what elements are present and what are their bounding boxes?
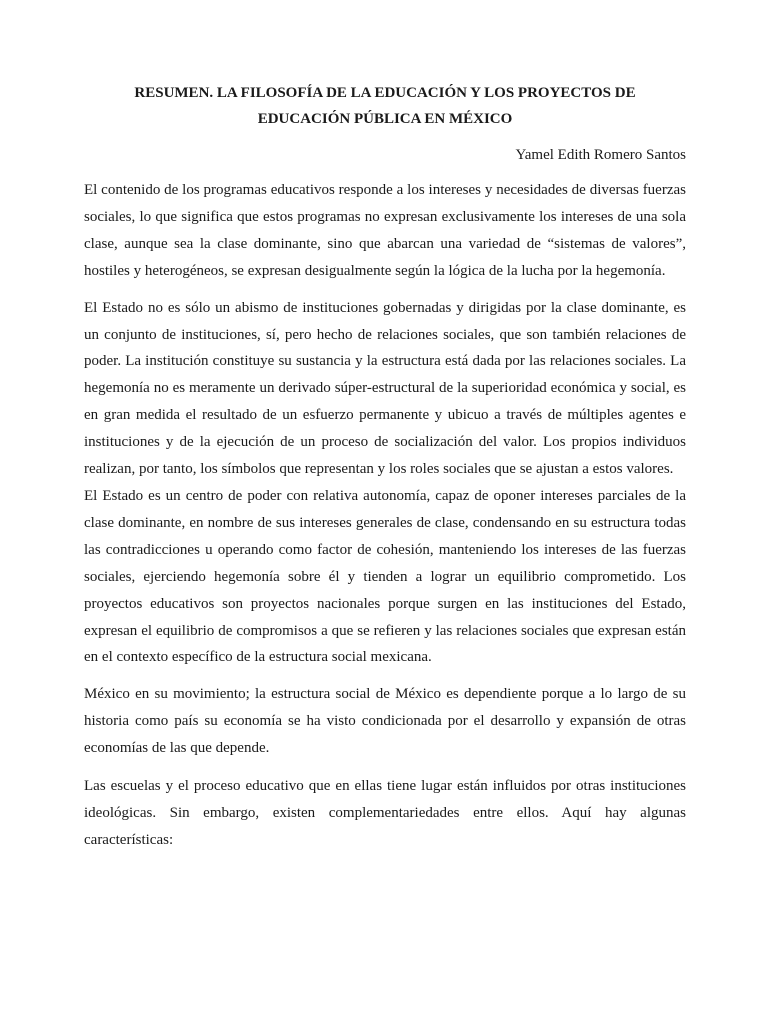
document-page: [84, 78, 686, 854]
paragraph-2: El Estado no es sólo un abismo de instituciones gobernadas y dirigidas por la clase dominante, es un conjunto de instituciones, sí, pero hecho de relaciones sociales, que son también relaciones de poder. La institución constituye su sustancia y la estructura está dada por las relaciones sociales. La hegemonía no es meramente un derivado súper-estructural de la superioridad económica y social, es en gran medida el resultado de un esfuerzo permanente y ubicuo a través de múltiples agentes e instituciones y de la ejecución de un proceso de socialización del valor. Los propios individuos realizan, por tanto, los símbolos que representan y los roles sociales que se ajustan a estos valores.: [84, 299, 686, 478]
title-line-2: EDUCACIÓN PÚBLICA EN MÉXICO: [257, 111, 513, 127]
paragraph-1: El contenido de los programas educativos responde a los intereses y necesidades de diversas fuerzas sociales, lo que significa que estos programas no expresan exclusivamente los intereses de una sola clase, aunque sea la clase dominante, sino que abarcan una variedad de “sistemas de valores”, hostiles y heterogéneos, se expresan desigualmente según la lógica de la lucha por la hegemonía.: [84, 182, 686, 279]
title-line-1: RESUMEN. LA FILOSOFÍA DE LA EDUCACIÓN Y LOS PROYECTOS DE: [134, 85, 636, 101]
paragraph-3: El Estado es un centro de poder con relativa autonomía, capaz de oponer intereses parciales de la clase dominante, en nombre de sus intereses generales de clase, condensando en su estructura todas las contradicciones u operando como factor de cohesión, manteniendo los intereses de las fuerzas sociales, ejerciendo hegemonía sobre él y tienden a lograr un equilibrio comprometido. Los proyectos educativos son proyectos nacionales porque surgen en las instituciones del Estado, expresan el equilibrio de compromisos a que se refieren y las relaciones sociales que expresan están en el contexto específico de la estructura social mexicana.: [84, 487, 686, 666]
author-name: Yamel Edith Romero Santos: [515, 147, 686, 163]
document-title: [84, 78, 686, 132]
paragraph-5: Las escuelas y el proceso educativo que en ellas tiene lugar están influidos por otras instituciones ideológicas. Sin embargo, existen complementariedades entre ellos. Aquí hay algunas características:: [84, 778, 686, 848]
paragraph-4: México en su movimiento; la estructura social de México es dependiente porque a lo largo de su historia como país su economía se ha visto condicionada por el desarrollo y expansión de otras economías de las que depende.: [84, 686, 686, 757]
